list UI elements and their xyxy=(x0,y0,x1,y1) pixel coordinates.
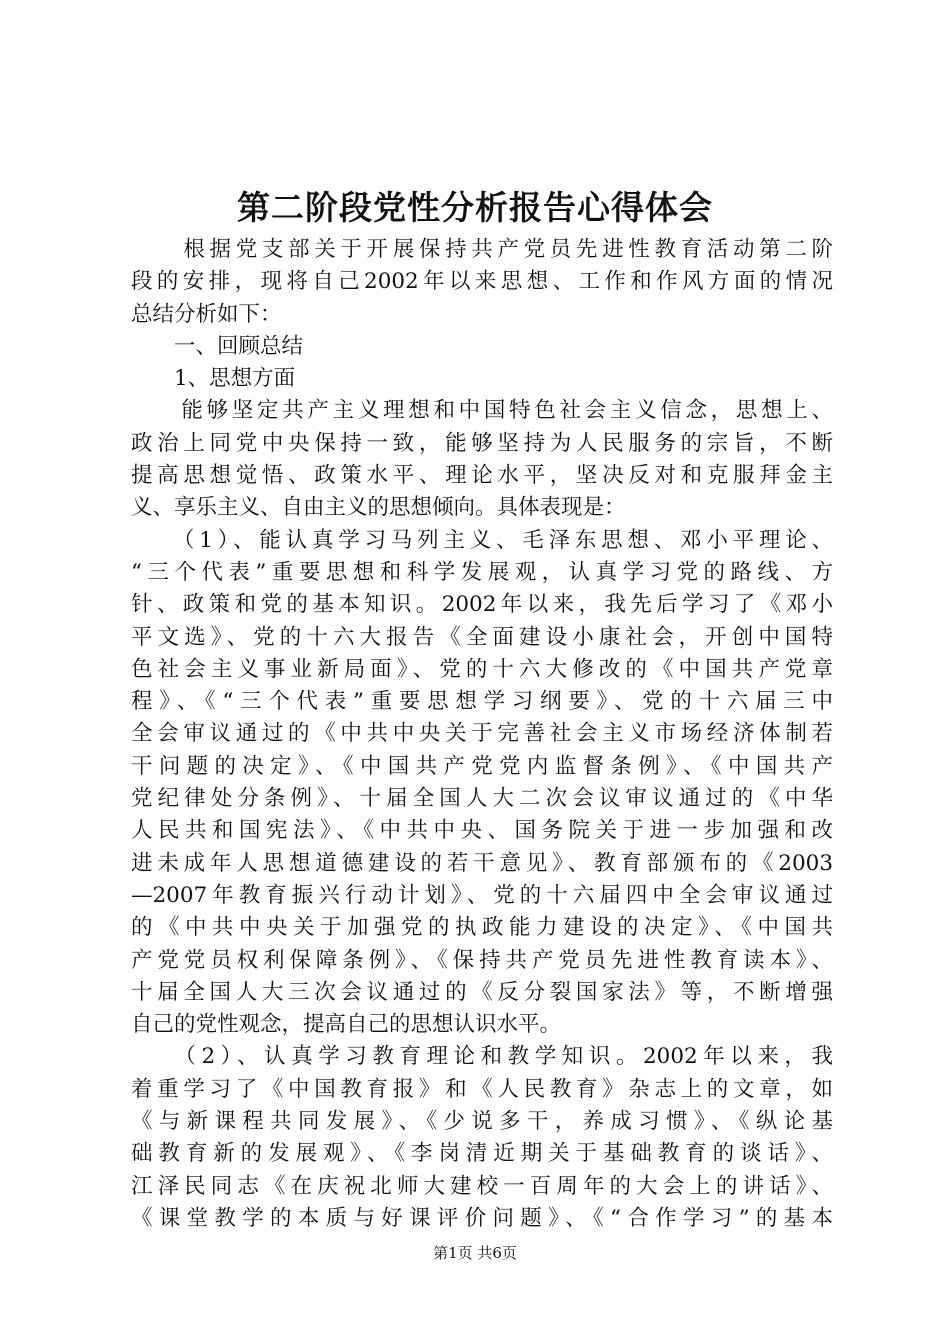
text-line: 十届全国人大三次会议通过的《反分裂国家法》等，不断增强 xyxy=(131,979,833,1005)
text-line: 段的安排，现将自己2002年以来思想、工作和作风方面的情况 xyxy=(131,269,833,295)
page-footer: 第1页 共6页 xyxy=(433,1244,517,1262)
text-line: （1）、能认真学习马列主义、毛泽东思想、邓小平理论、 xyxy=(131,527,833,553)
text-line: —2007年教育振兴行动计划》、党的十六届四中全会审议通过 xyxy=(131,882,833,908)
text-line: 《与新课程共同发展》、《少说多干，养成习惯》、《纵论基 xyxy=(131,1109,833,1135)
text-line: 针、政策和党的基本知识。2002年以来，我先后学习了《邓小 xyxy=(131,592,833,618)
text-line: 政治上同党中央保持一致，能够坚持为人民服务的宗旨，不断 xyxy=(131,430,833,456)
text-line: 色社会主义事业新局面》、党的十六大修改的《中国共产党章 xyxy=(131,656,833,682)
text-line: 一、回顾总结 xyxy=(131,333,304,359)
text-line: 程》、《“三个代表”重要思想学习纲要》、党的十六届三中 xyxy=(131,689,833,715)
text-line: 平文选》、党的十六大报告《全面建设小康社会，开创中国特 xyxy=(131,624,833,650)
text-line: 干问题的决定》、《中国共产党党内监督条例》、《中国共产 xyxy=(131,753,833,779)
text-line: 总结分析如下： xyxy=(131,301,282,327)
document-title: 第二阶段党性分析报告心得体会 xyxy=(237,188,713,227)
text-line: 提高思想觉悟、政策水平、理论水平，坚决反对和克服拜金主 xyxy=(131,463,833,489)
document-body xyxy=(131,234,833,1235)
text-line: 的《中共中央关于加强党的执政能力建设的决定》、《中国共 xyxy=(131,915,833,941)
text-line: 人民共和国宪法》、《中共中央、国务院关于进一步加强和改 xyxy=(131,818,833,844)
text-line: 1、思想方面 xyxy=(131,366,296,392)
text-line: 能够坚定共产主义理想和中国特色社会主义信念，思想上、 xyxy=(131,398,833,424)
text-line: 党纪律处分条例》、十届全国人大二次会议审议通过的《中华 xyxy=(131,786,833,812)
text-line: 江泽民同志《在庆祝北师大建校一百周年的大会上的讲话》、 xyxy=(131,1173,833,1199)
text-line: 全会审议通过的《中共中央关于完善社会主义市场经济体制若 xyxy=(131,721,833,747)
text-line: 础教育新的发展观》、《李岗清近期关于基础教育的谈话》、 xyxy=(131,1141,833,1167)
text-line: 根据党支部关于开展保持共产党员先进性教育活动第二阶 xyxy=(131,237,833,262)
text-line: “三个代表”重要思想和科学发展观，认真学习党的路线、方 xyxy=(131,559,833,585)
text-line: （2）、认真学习教育理论和教学知识。2002年以来，我 xyxy=(131,1044,833,1070)
text-line: 进未成年人思想道德建设的若干意见》、教育部颁布的《2003 xyxy=(131,850,833,876)
text-line: 着重学习了《中国教育报》和《人民教育》杂志上的文章，如 xyxy=(131,1076,833,1102)
text-line: 《课堂教学的本质与好课评价问题》、《“合作学习”的基本 xyxy=(131,1205,833,1231)
text-line: 自己的党性观念，提高自己的思想认识水平。 xyxy=(131,1012,562,1038)
text-line: 义、享乐主义、自由主义的思想倾向。具体表现是： xyxy=(131,495,626,521)
text-line: 产党党员权利保障条例》、《保持共产党员先进性教育读本》、 xyxy=(131,947,833,973)
